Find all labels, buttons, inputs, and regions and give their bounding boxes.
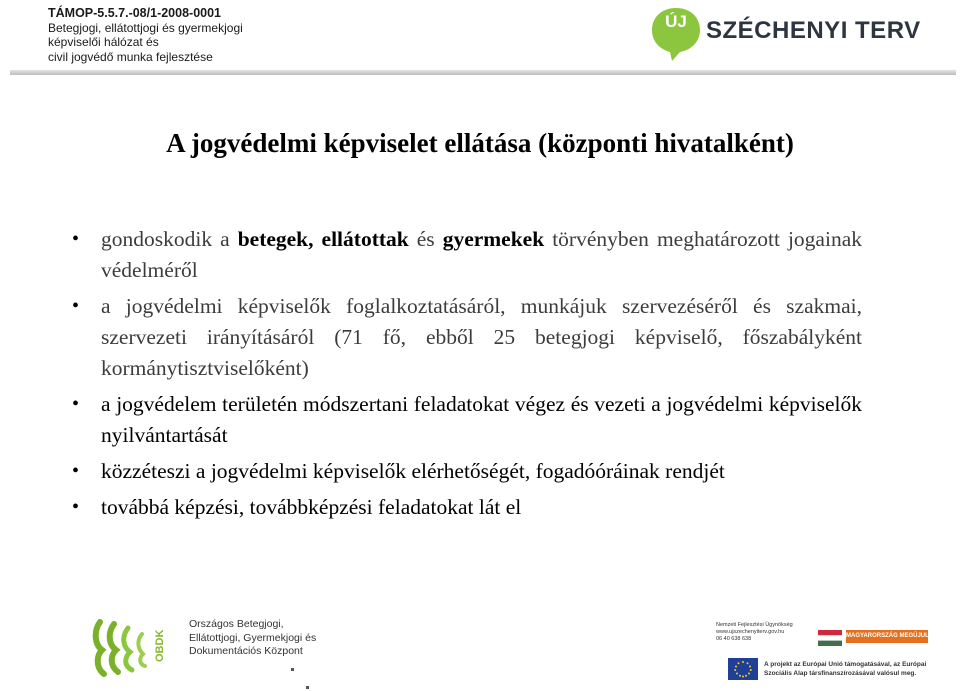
eu-flag-icon (728, 658, 758, 680)
obdk-line: Ellátottjogi, Gyermekjogi és (189, 631, 317, 644)
agency-line: www.ujszechenyiterv.gov.hu (716, 629, 785, 635)
project-code: TÁMOP-5.5.7.-08/1-2008-0001 (48, 6, 222, 20)
bullet-text: törvényben meghatározott jogainak védelméről (101, 227, 862, 282)
project-header (48, 6, 243, 64)
page-title: A jogvédelmi képviselet ellátása (központi hivatalként) (166, 128, 794, 158)
megujul-badge: MAGYARORSZÁG MEGÚJUL (846, 630, 928, 643)
obdk-emblem-icon (92, 616, 154, 680)
hungarian-flag-icon (818, 630, 842, 646)
brand-uj: ÚJ (665, 12, 687, 31)
bullet-text-bold: gyermekek (442, 227, 545, 251)
bullet-item (72, 389, 862, 451)
bullet-list (72, 224, 862, 528)
obdk-line: Országos Betegjogi, (189, 618, 284, 630)
eu-line: A projekt az Európai Unió támogatásával, az Európai (764, 661, 927, 668)
project-line: civil jogvédő munka fejlesztése (48, 49, 213, 64)
eu-funding-block (706, 618, 956, 688)
bullet-item (72, 492, 862, 523)
obdk-acronym: OBDK (154, 629, 166, 663)
project-line: képviselői hálózat és (48, 35, 159, 49)
agency-line: Nemzeti Fejlesztési Ügynökség (716, 622, 793, 628)
obdk-name (189, 618, 316, 659)
obdk-logo (92, 612, 317, 684)
bullet-item (72, 224, 862, 286)
bullet-text: gondoskodik a (101, 227, 238, 251)
bullet-item (72, 456, 862, 487)
footer-dot (291, 668, 294, 671)
agency-info (716, 622, 793, 643)
bullet-text: a jogvédelem területén módszertani feladatokat végez és vezeti a jogvédelmi képviselők nyilvántartását (101, 392, 862, 447)
brand-name: SZÉCHENYI TERV (706, 17, 921, 44)
bullet-text: a jogvédelmi képviselők foglalkoztatásáról, munkájuk szervezéséről és szakmai, szervezeti irányításáról (71 fő, ebből 25 betegjogi képviselő, főszabályként kormánytisztviselőként) (101, 294, 862, 380)
obdk-line: Dokumentációs Központ (189, 645, 303, 657)
bullet-text-bold: betegek, ellátottak (237, 227, 409, 251)
bullet-text: továbbá képzési, továbbképzési feladatokat lát el (101, 495, 522, 519)
eu-line: Szociális Alap társfinanszírozásával valósul meg. (764, 670, 917, 677)
header-divider (10, 70, 956, 75)
agency-line: 06 40 638 638 (716, 636, 752, 642)
eu-statement (764, 660, 926, 678)
project-line: Betegjogi, ellátottjogi és gyermekjogi (48, 20, 243, 35)
footer-dot (306, 686, 309, 689)
bullet-item (72, 291, 862, 384)
bullet-text: közzéteszi a jogvédelmi képviselők elérhetőségét, fogadóóráinak rendjét (101, 459, 725, 483)
bullet-text: és (408, 227, 443, 251)
szechenyi-terv-logo (650, 6, 950, 58)
